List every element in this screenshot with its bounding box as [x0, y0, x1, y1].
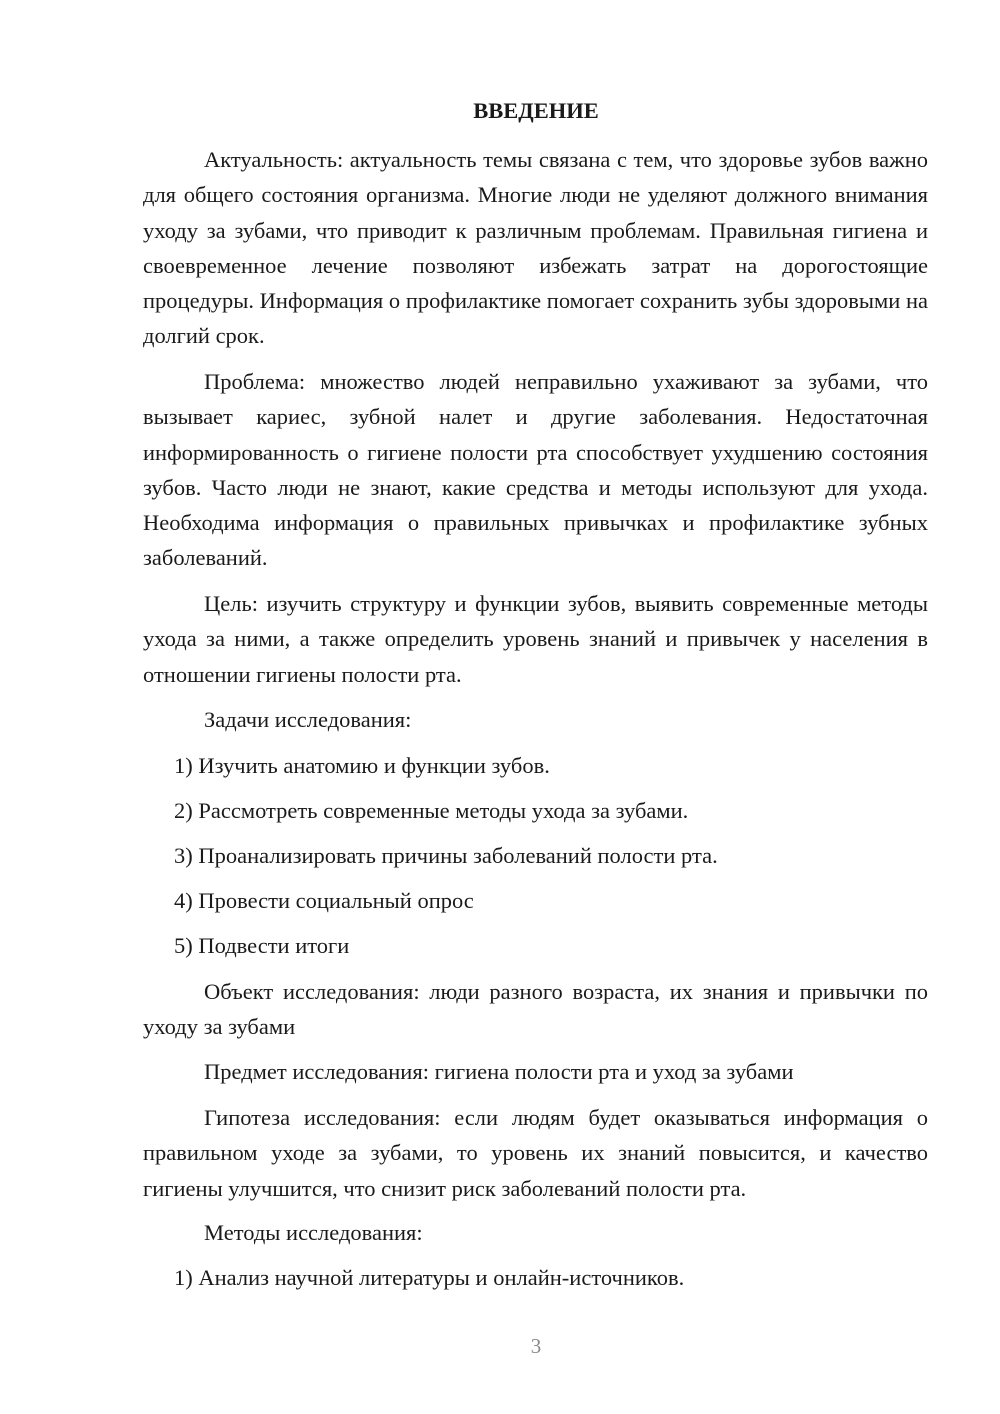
subject-paragraph: Предмет исследования: гигиена полости рта и уход за зубами: [204, 1059, 794, 1084]
actuality-paragraph: Актуальность: актуальность темы связана с тем, что здоровье зубов важно для общего состояния организма. Многие люди не уделяют должного внимания уходу за зубами, что приводит к различным проблемам. Правильная гигиена и своевременное лечение позволяют избежать затрат на дорогостоящие процедуры. Информация о профилактике помогает сохранить зубы здоровыми на долгий срок.: [143, 147, 928, 349]
task-item-5: 5) Подвести итоги: [174, 933, 350, 958]
task-item-1: 1) Изучить анатомию и функции зубов.: [174, 753, 550, 778]
page-title: ВВЕДЕНИЕ: [473, 98, 599, 123]
object-paragraph: Объект исследования: люди разного возраста, их знания и привычки по уходу за зубами: [143, 979, 928, 1040]
methods-heading: Методы исследования:: [204, 1220, 423, 1245]
tasks-heading: Задачи исследования:: [204, 707, 412, 732]
task-item-3: 3) Проанализировать причины заболеваний полости рта.: [174, 843, 718, 868]
hypothesis-paragraph: Гипотеза исследования: если людям будет оказываться информация о правильном уходе за зубами, то уровень их знаний повысится, и качество гигиены улучшится, что снизит риск заболеваний полости рта.: [143, 1105, 928, 1201]
method-item-1: 1) Анализ научной литературы и онлайн-источников.: [174, 1265, 685, 1290]
task-item-2: 2) Рассмотреть современные методы ухода за зубами.: [174, 798, 689, 823]
task-item-4: 4) Провести социальный опрос: [174, 888, 474, 913]
goal-paragraph: Цель: изучить структуру и функции зубов, выявить современные методы ухода за ними, а также определить уровень знаний и привычек у населения в отношении гигиены полости рта.: [143, 591, 928, 687]
problem-paragraph: Проблема: множество людей неправильно ухаживают за зубами, что вызывает кариес, зубной налет и другие заболевания. Недостаточная информированность о гигиене полости рта способствует ухудшению состояния зубов. Часто люди не знают, какие средства и методы используют для ухода. Необходима информация о правильных привычках и профилактике зубных заболеваний.: [143, 369, 928, 571]
page-number: 3: [530, 1334, 542, 1358]
